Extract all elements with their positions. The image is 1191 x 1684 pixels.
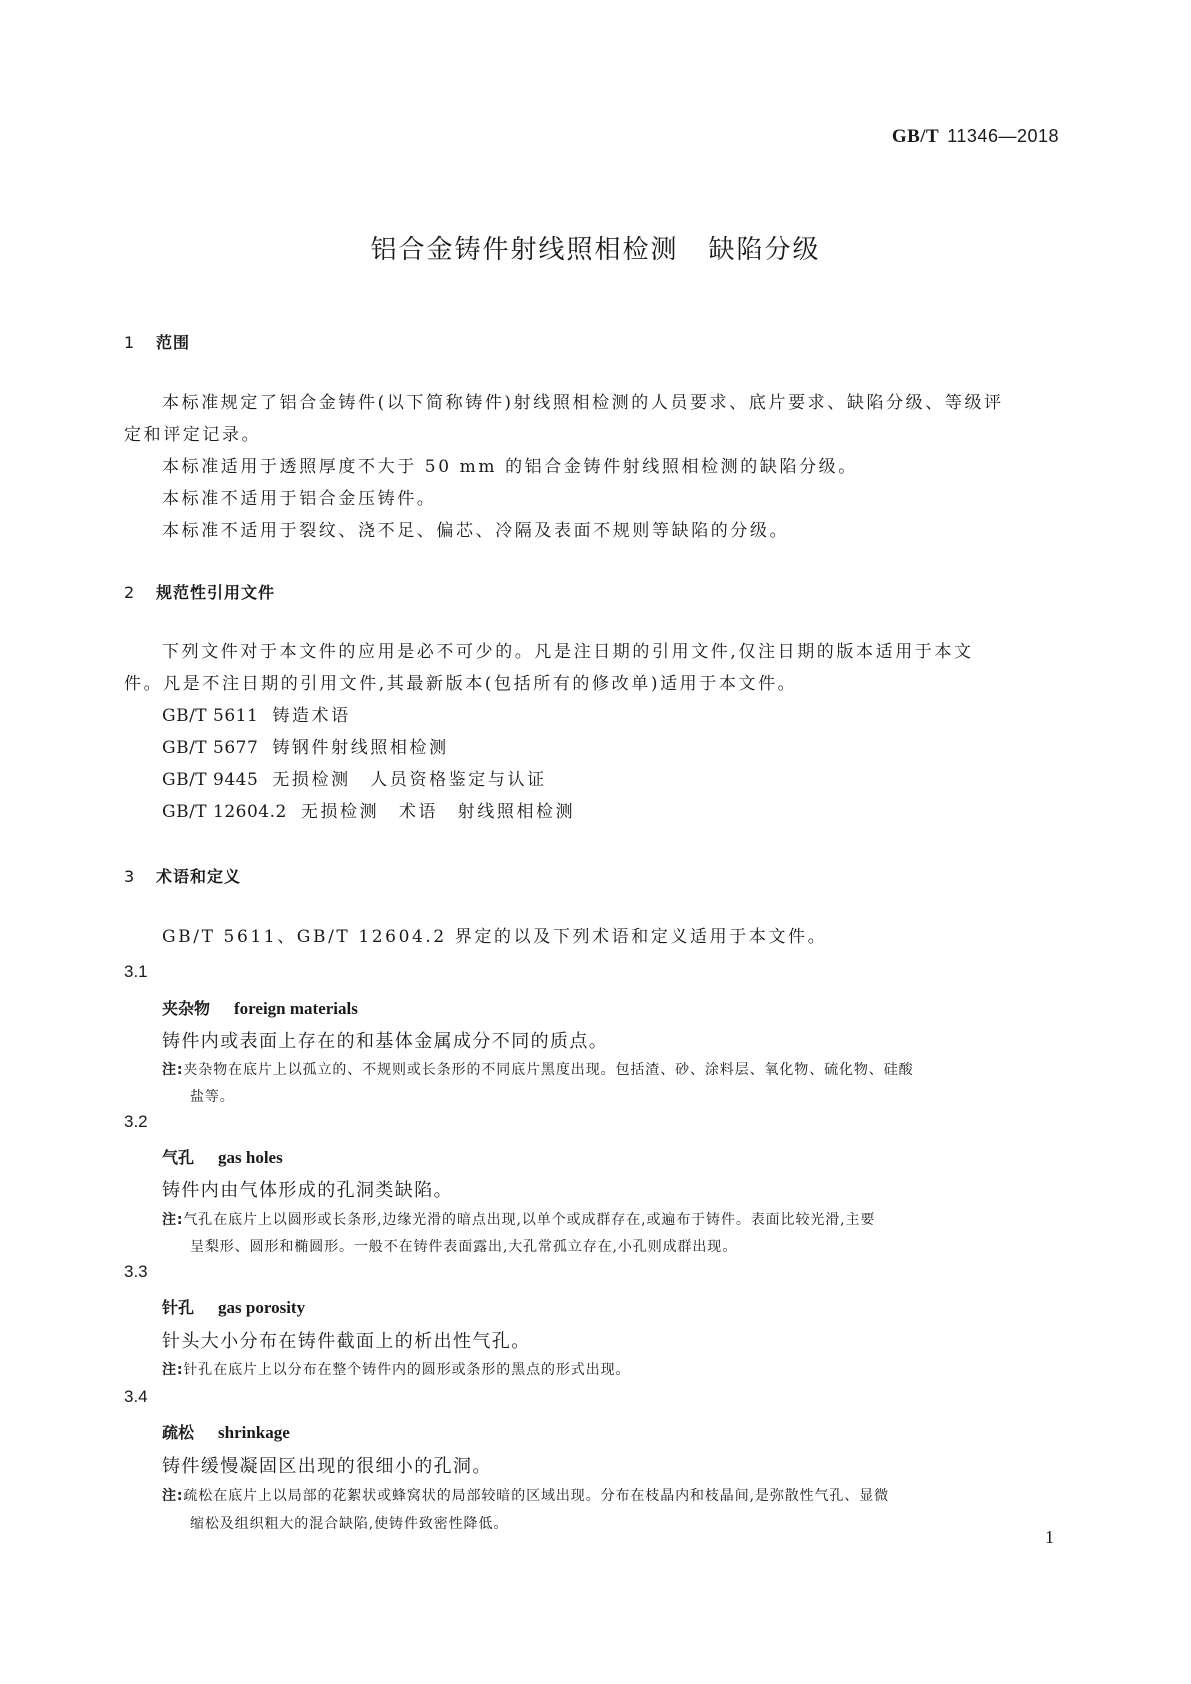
section-heading-scope (124, 330, 190, 353)
term-note-continuation: 呈梨形、圆形和椭圆形。一般不在铸件表面露出,大孔常孤立存在,小孔则成群出现。 (190, 1239, 738, 1255)
term-zh: 针孔 (162, 1298, 195, 1317)
term-heading (162, 996, 358, 1019)
note-label: 注: (162, 1488, 184, 1504)
note-label: 注: (162, 1062, 184, 1078)
term-zh: 疏松 (162, 1423, 195, 1442)
paragraph: GB/T 5611、GB/T 12604.2 界定的以及下列术语和定义适用于本文件。 (162, 927, 828, 947)
note-text: 针孔在底片上以分布在整个铸件内的圆形或条形的黑点的形式出现。 (183, 1362, 631, 1378)
reference-title: 铸造术语 (272, 706, 351, 726)
section-number: 2 (124, 583, 136, 602)
term-definition: 铸件内或表面上存在的和基体金属成分不同的质点。 (162, 1031, 609, 1052)
term-en: foreign materials (234, 999, 358, 1018)
term-definition: 针头大小分布在铸件截面上的析出性气孔。 (162, 1331, 531, 1352)
term-note-continuation: 缩松及组织粗大的混合缺陷,使铸件致密性降低。 (190, 1516, 509, 1532)
paragraph: 本标准适用于透照厚度不大于 50 mm 的铝合金铸件射线照相检测的缺陷分级。 (162, 457, 858, 477)
term-definition: 铸件缓慢凝固区出现的很细小的孔洞。 (162, 1456, 492, 1477)
section-title: 规范性引用文件 (156, 583, 276, 602)
paragraph-continuation: 件。凡是不注日期的引用文件,其最新版本(包括所有的修改单)适用于本文件。 (124, 674, 798, 694)
term-heading (162, 1295, 305, 1318)
paragraph: 本标准不适用于裂纹、浇不足、偏芯、冷隔及表面不规则等缺陷的分级。 (162, 521, 790, 541)
reference-item (162, 796, 575, 828)
term-note (162, 1355, 630, 1385)
term-note (162, 1205, 875, 1235)
paragraph: 本标准规定了铝合金铸件(以下简称铸件)射线照相检测的人员要求、底片要求、缺陷分级、等级评 (162, 393, 1004, 413)
term-number: 3.4 (124, 1387, 148, 1406)
section-title: 范围 (156, 333, 191, 352)
standard-number: 11346—2018 (947, 126, 1059, 146)
title-part-1: 铝合金铸件射线照相检测 (370, 235, 679, 265)
note-text: 疏松在底片上以局部的花絮状或蜂窝状的局部较暗的区域出现。分布在枝晶内和枝晶间,是弥散性气孔、显微 (183, 1488, 890, 1504)
reference-code: GB/T 5611 (162, 706, 259, 726)
reference-item (162, 732, 449, 764)
note-text: 夹杂物在底片上以孤立的、不规则或长条形的不同底片黑度出现。包括渣、砂、涂料层、氧化物、硫化物、硅酸 (183, 1062, 914, 1078)
section-number: 3 (124, 867, 136, 886)
term-zh: 气孔 (162, 1148, 195, 1167)
reference-item (162, 764, 547, 796)
reference-code: GB/T 5677 (162, 738, 259, 758)
term-number: 3.3 (124, 1262, 148, 1281)
document-title (0, 229, 1191, 266)
term-note-continuation: 盐等。 (190, 1089, 235, 1105)
term-zh: 夹杂物 (162, 999, 211, 1018)
reference-code: GB/T 9445 (162, 770, 259, 790)
term-en: gas holes (218, 1148, 283, 1167)
term-heading (162, 1145, 283, 1168)
paragraph: 本标准不适用于铝合金压铸件。 (162, 489, 437, 509)
section-number: 1 (124, 333, 136, 352)
standard-code (892, 126, 1059, 148)
section-title: 术语和定义 (156, 867, 242, 886)
reference-title: 无损检测 人员资格鉴定与认证 (272, 770, 547, 790)
note-label: 注: (162, 1212, 184, 1228)
reference-item (162, 700, 351, 732)
term-definition: 铸件内由气体形成的孔洞类缺陷。 (162, 1180, 453, 1201)
term-note (162, 1055, 914, 1085)
reference-code: GB/T 12604.2 (162, 802, 287, 822)
note-text: 气孔在底片上以圆形或长条形,边缘光滑的暗点出现,以单个或成群存在,或遍布于铸件。表面比较光滑,主要 (183, 1212, 876, 1228)
term-heading (162, 1420, 290, 1443)
title-part-2: 缺陷分级 (708, 235, 821, 265)
term-number: 3.2 (124, 1112, 148, 1131)
reference-title: 铸钢件射线照相检测 (272, 738, 449, 758)
term-number: 3.1 (124, 962, 148, 981)
term-en: gas porosity (218, 1298, 306, 1317)
section-heading-terms-definitions (124, 864, 241, 887)
page-number: 1 (1045, 1527, 1054, 1547)
term-note (162, 1481, 889, 1511)
standard-prefix: GB/T (891, 126, 940, 147)
section-heading-normative-references (124, 580, 275, 603)
reference-title: 无损检测 术语 射线照相检测 (300, 802, 576, 822)
paragraph-continuation: 定和评定记录。 (124, 425, 262, 445)
term-en: shrinkage (218, 1423, 290, 1442)
note-label: 注: (162, 1362, 184, 1378)
paragraph: 下列文件对于本文件的应用是必不可少的。凡是注日期的引用文件,仅注日期的版本适用于本文 (162, 642, 974, 662)
